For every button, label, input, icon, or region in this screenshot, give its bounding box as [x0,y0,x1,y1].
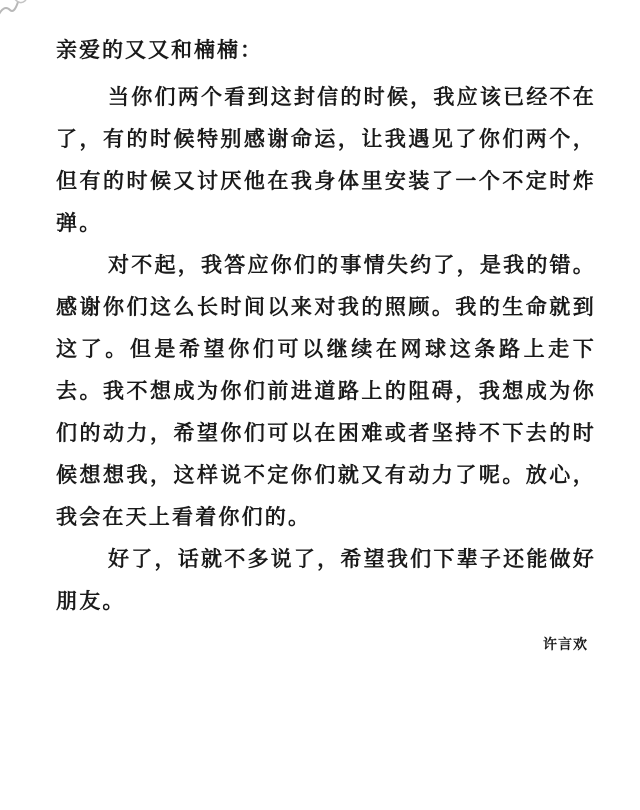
letter-salutation: 亲爱的又又和楠楠： [56,37,263,62]
letter-signature: 许言欢 [543,637,588,653]
letter-body [56,34,596,622]
letter-paragraph-2: 对不起，我答应你们的事情失约了，是我的错。感谢你们这么长时间以来对我的照顾。我的生命就到这了。但是希望你们可以继续在网球这条路上走下去。我不想成为你们前进道路上的阻碍，我想成为你们的动力，希望你们可以在困难或者坚持不下去的时候想想我，这样说不定你们就又有动力了呢。放心，我会在天上看着你们的。 [56,252,596,529]
letter-paragraph-1: 当你们两个看到这封信的时候，我应该已经不在了，有的时候特别感谢命运，让我遇见了你们两个，但有的时候又讨厌他在我身体里安装了一个不定时炸弹。 [56,84,596,235]
ink-stroke-icon [0,0,36,24]
corner-decoration [0,0,36,24]
letter-paragraph-3: 好了，话就不多说了，希望我们下辈子还能做好朋友。 [56,546,596,613]
